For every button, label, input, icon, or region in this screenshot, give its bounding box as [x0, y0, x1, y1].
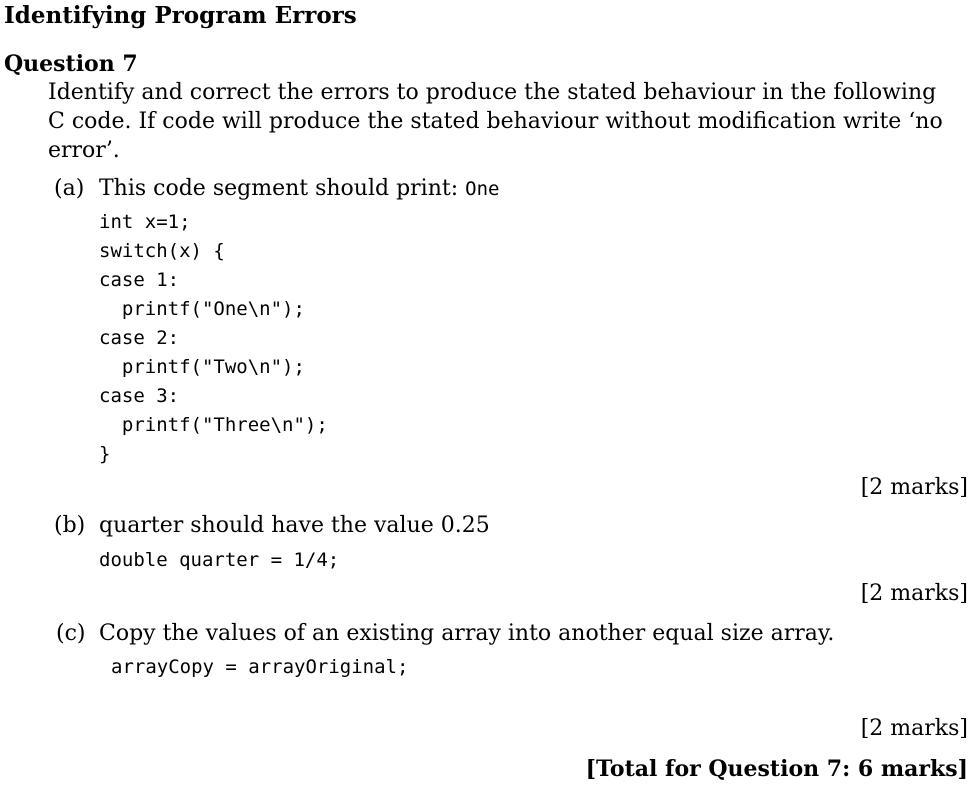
instructions-line-3: error’.	[48, 138, 120, 163]
part-b-marks: [2 marks]	[860, 581, 968, 606]
part-b-code: double quarter = 1/4;	[99, 549, 340, 571]
code-line: case 2:	[99, 327, 180, 349]
code-line: printf("One\n");	[99, 298, 305, 320]
section-title: Identifying Program Errors	[4, 2, 357, 29]
question-total: [Total for Question 7: 6 marks]	[585, 756, 968, 782]
code-line: switch(x) {	[99, 240, 225, 262]
part-b-label: (b)	[54, 513, 86, 538]
part-a-marks: [2 marks]	[860, 475, 968, 500]
part-a-prompt-text: This code segment should print:	[99, 176, 459, 201]
part-b-prompt: quarter should have the value 0.25	[99, 513, 490, 538]
instructions-line-2: C code. If code will produce the stated behaviour without modification write ‘no	[48, 109, 943, 134]
code-line: case 1:	[99, 269, 180, 291]
question-label: Question 7	[4, 51, 138, 77]
part-a-prompt-code: One	[465, 178, 500, 200]
code-line: case 3:	[99, 385, 180, 407]
part-c-prompt: Copy the values of an existing array into another equal size array.	[99, 621, 835, 646]
part-a-prompt	[99, 175, 499, 203]
code-line: printf("Three\n");	[99, 414, 328, 436]
part-c-code: arrayCopy = arrayOriginal;	[111, 656, 409, 678]
code-line: printf("Two\n");	[99, 356, 305, 378]
part-a-label: (a)	[54, 176, 85, 201]
part-c-label: (c)	[56, 621, 86, 646]
code-line: int x=1;	[99, 211, 191, 233]
instructions-line-1: Identify and correct the errors to produce the stated behaviour in the following	[48, 80, 937, 105]
part-c-marks: [2 marks]	[860, 716, 968, 741]
code-line: }	[99, 443, 111, 465]
